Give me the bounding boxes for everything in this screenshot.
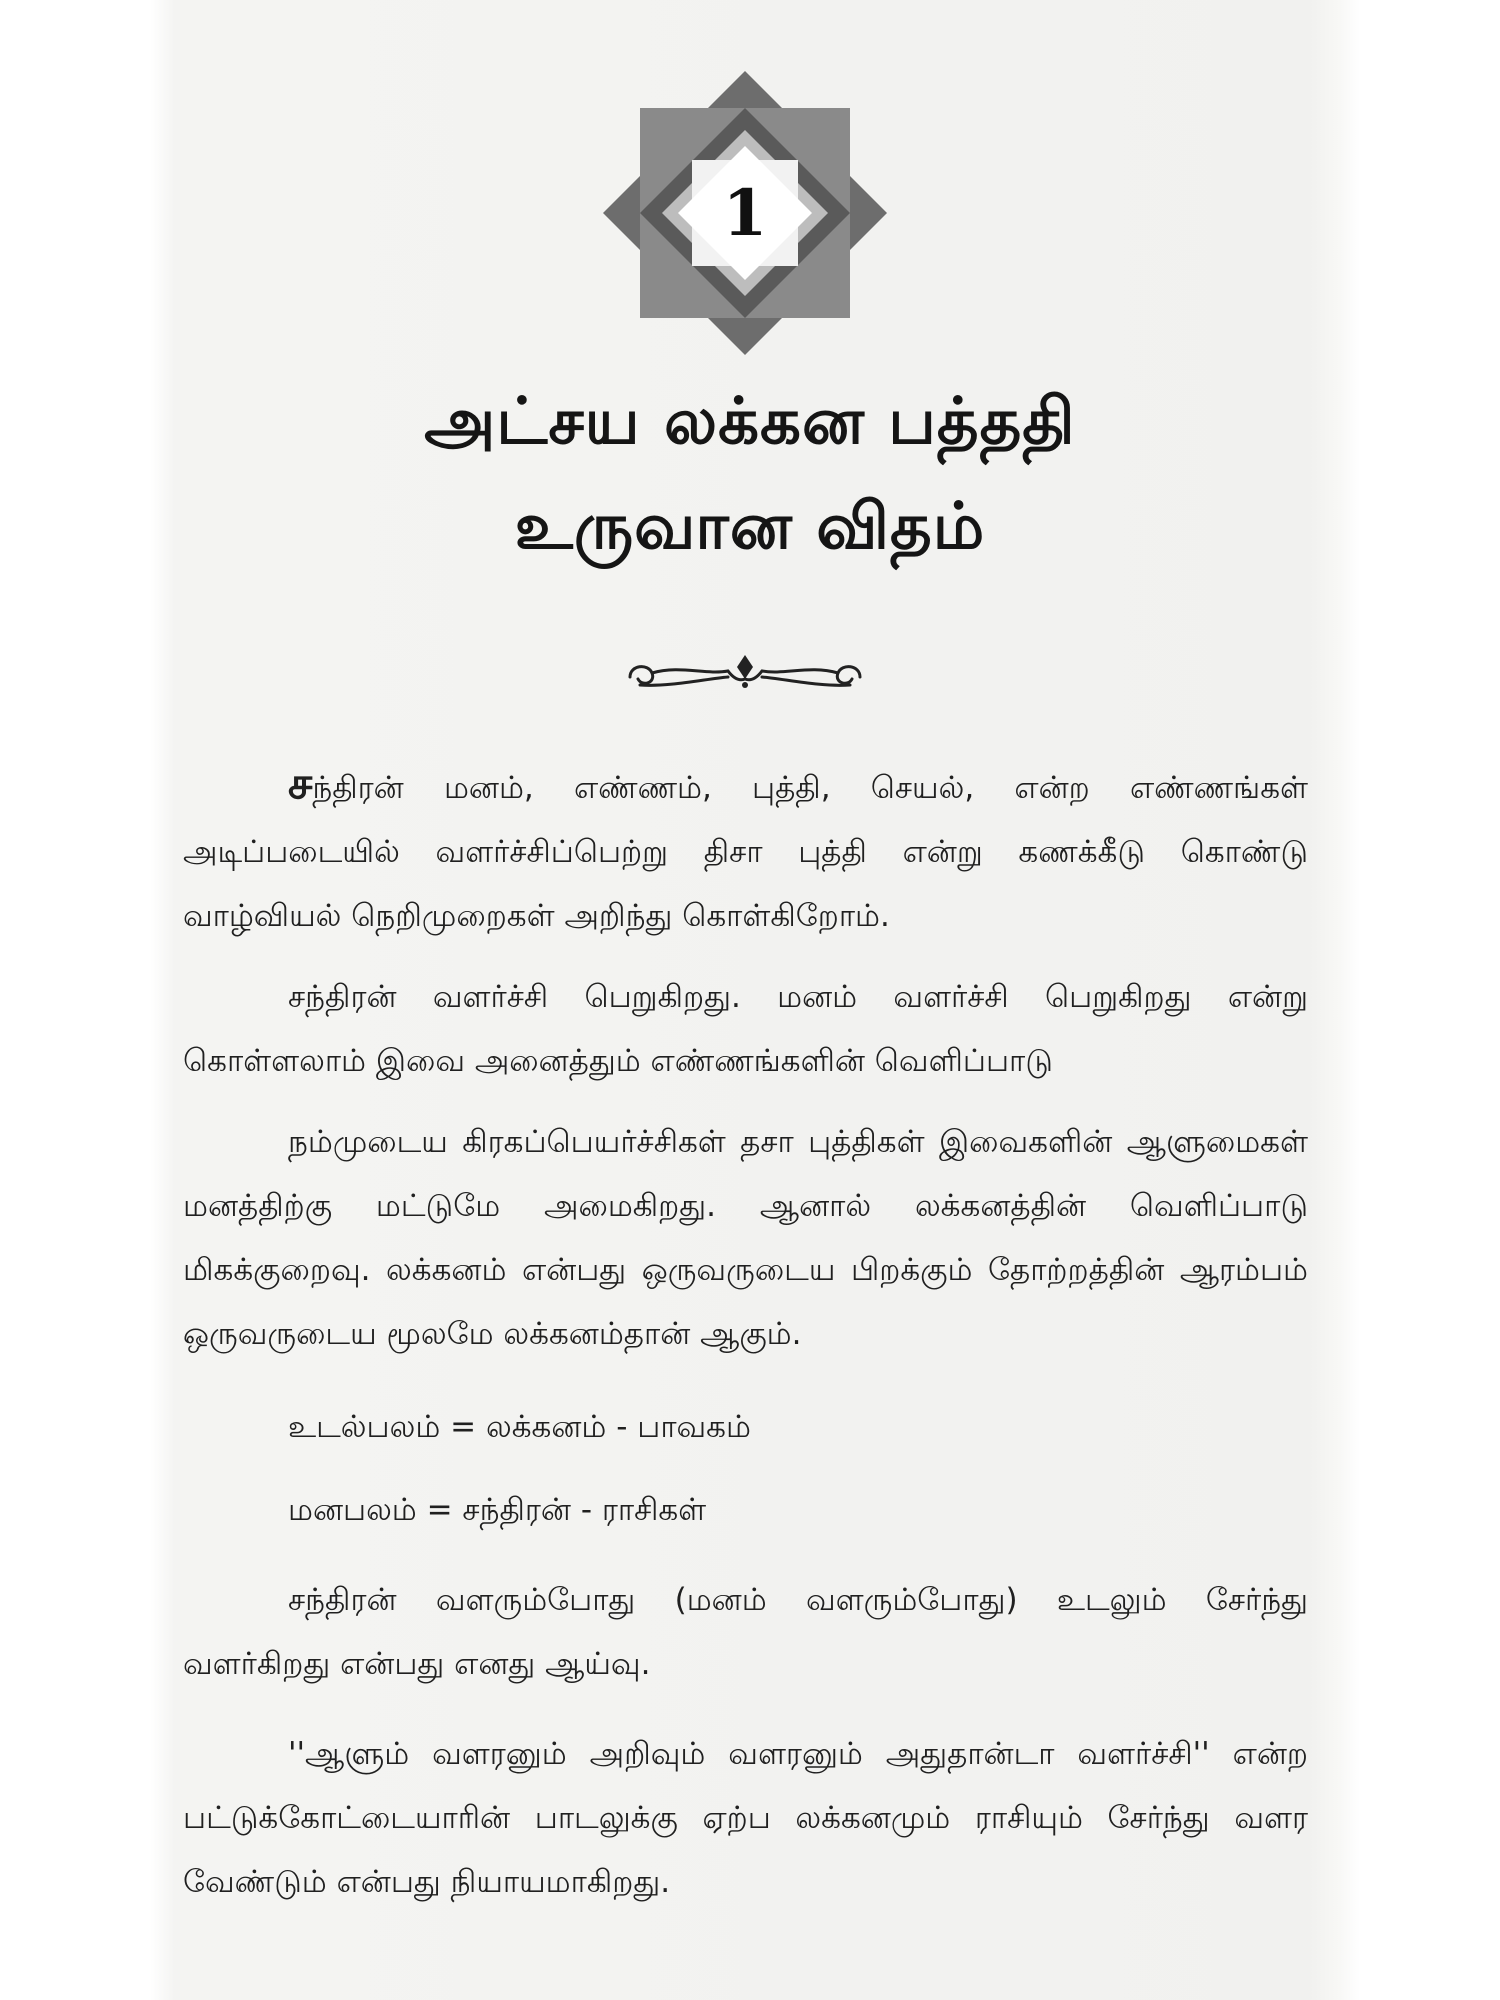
chapter-title-line-2: உருவான விதம் [514,490,986,564]
paragraph-1-text: ந்திரன் மனம், எண்ணம், புத்தி, செயல், என்ற எண்ணங்கள் அடிப்படையில் வளர்ச்சிப்பெற்று திசா புத்தி என்று கணக்கீடு கொண்டு வாழ்வியல் நெறிமுறைகள் அறிந்து கொள்கிறோம். [183,770,1308,934]
chapter-badge [600,68,890,358]
paragraph-2 [183,965,1308,1093]
paragraph-5 [183,1722,1308,1914]
scroll-divider-ornament [610,635,880,705]
paragraph-2-text: சந்திரன் வளர்ச்சி பெறுகிறது. மனம் வளர்ச்சி பெறுகிறது என்று கொள்ளலாம் இவை அனைத்தும் எண்ணங்களின் வெளிப்பாடு [183,979,1308,1079]
paragraph-3 [183,1110,1308,1366]
formula-mind-strength: மனபலம் = சந்திரன் - ராசிகள் [288,1492,707,1528]
paragraph-5-text: ''ஆளும் வளரனும் அறிவும் வளரனும் அதுதான்டா வளர்ச்சி'' என்ற பட்டுக்கோட்டையாரின் பாடலுக்கு ஏற்ப லக்கனமும் ராசியும் சேர்ந்து வளர வேண்டும் என்பது நியாயமாகிறது. [183,1736,1308,1900]
formula-1 [183,1395,1308,1459]
chapter-number: 1 [722,175,768,251]
paragraph-1 [183,752,1308,948]
paragraph-4 [183,1568,1308,1696]
formula-body-strength: உடல்பலம் = லக்கனம் - பாவகம் [288,1409,751,1445]
chapter-title-line-1: அட்சய லக்கன பத்ததி [424,385,1076,459]
formula-2 [183,1478,1308,1542]
paragraph-3-text: நம்முடைய கிரகப்பெயர்ச்சிகள் தசா புத்திகள் இவைகளின் ஆளுமைகள் மனத்திற்கு மட்டுமே அமைகிறது. ஆனால் லக்கனத்தின் வெளிப்பாடு மிகக்குறைவு. லக்கனம் என்பது ஒருவருடைய பிறக்கும் தோற்றத்தின் ஆரம்பம் ஒருவருடைய மூலமே லக்கனம்தான் ஆகும். [183,1124,1308,1352]
paragraph-4-text: சந்திரன் வளரும்போது (மனம் வளரும்போது) உடலும் சேர்ந்து வளர்கிறது என்பது எனது ஆய்வு. [183,1582,1308,1682]
drop-cap: ச [288,758,313,809]
